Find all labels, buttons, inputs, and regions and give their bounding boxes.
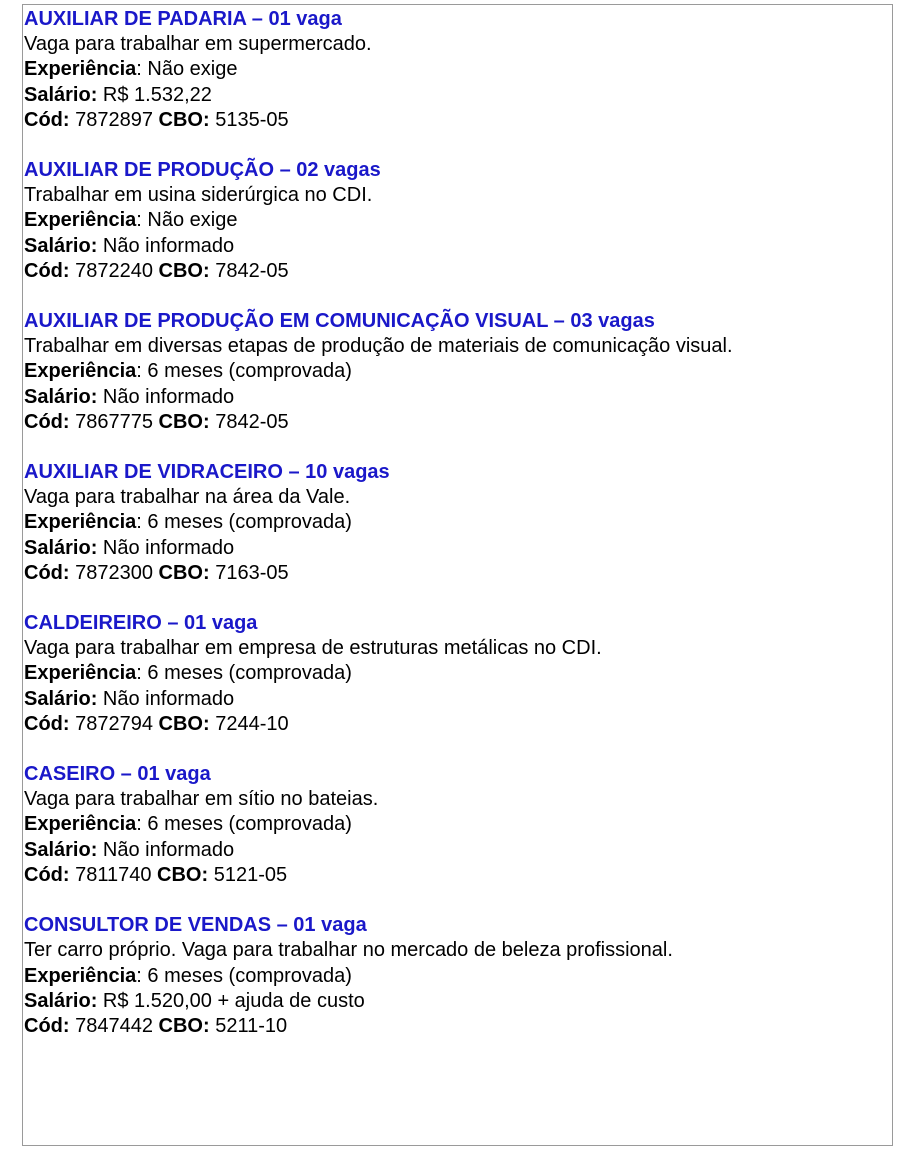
cbo-value: 5211-10 bbox=[209, 1014, 288, 1037]
cbo-label: CBO: bbox=[157, 863, 209, 886]
cbo-label: CBO: bbox=[158, 1014, 210, 1037]
code-label: Cód: bbox=[24, 561, 70, 584]
code-value: 7867775 bbox=[69, 410, 159, 433]
salary-value: R$ 1.532,22 bbox=[97, 83, 212, 106]
code-label: Cód: bbox=[24, 410, 70, 433]
job-title: AUXILIAR DE PRODUÇÃO EM COMUNICAÇÃO VISUAL – 03 vagas bbox=[24, 310, 655, 333]
job-salary bbox=[24, 234, 890, 259]
experience-label: Experiência bbox=[24, 813, 137, 836]
code-value: 7872300 bbox=[69, 561, 159, 584]
job-experience bbox=[24, 359, 890, 384]
experience-value: : 6 meses (comprovada) bbox=[136, 964, 352, 987]
job-listing bbox=[24, 762, 890, 888]
job-listing bbox=[24, 309, 890, 435]
job-title: AUXILIAR DE PADARIA – 01 vaga bbox=[24, 8, 342, 30]
salary-value: Não informado bbox=[97, 838, 235, 861]
experience-value: : Não exige bbox=[136, 58, 238, 81]
job-description: Ter carro próprio. Vaga para trabalhar no mercado de beleza profissional. bbox=[24, 939, 673, 962]
cbo-value: 7842-05 bbox=[209, 410, 289, 433]
cbo-value: 7244-10 bbox=[209, 712, 289, 735]
job-title: CALDEIREIRO – 01 vaga bbox=[24, 612, 258, 635]
job-salary bbox=[24, 385, 890, 410]
code-value: 7872240 bbox=[69, 259, 159, 282]
job-experience bbox=[24, 812, 890, 837]
job-experience bbox=[24, 661, 890, 686]
experience-label: Experiência bbox=[24, 662, 137, 685]
experience-value: : 6 meses (comprovada) bbox=[136, 813, 352, 836]
job-listing bbox=[24, 460, 890, 586]
job-description: Vaga para trabalhar em empresa de estruturas metálicas no CDI. bbox=[24, 637, 602, 660]
salary-value: Não informado bbox=[97, 385, 235, 408]
code-label: Cód: bbox=[24, 863, 70, 886]
code-value: 7847442 bbox=[69, 1014, 159, 1037]
job-experience bbox=[24, 510, 890, 535]
experience-value: : 6 meses (comprovada) bbox=[136, 511, 352, 534]
experience-label: Experiência bbox=[24, 209, 137, 232]
code-label: Cód: bbox=[24, 108, 70, 131]
job-description: Vaga para trabalhar em sítio no bateias. bbox=[24, 788, 379, 811]
salary-label: Salário: bbox=[24, 83, 98, 106]
job-salary bbox=[24, 838, 890, 863]
job-codes bbox=[24, 410, 890, 435]
job-description: Vaga para trabalhar na área da Vale. bbox=[24, 486, 351, 509]
salary-label: Salário: bbox=[24, 536, 98, 559]
salary-value: R$ 1.520,00 + ajuda de custo bbox=[97, 989, 365, 1012]
code-value: 7872794 bbox=[69, 712, 159, 735]
experience-value: : 6 meses (comprovada) bbox=[136, 662, 352, 685]
job-title: AUXILIAR DE PRODUÇÃO – 02 vagas bbox=[24, 159, 381, 182]
job-title: AUXILIAR DE VIDRACEIRO – 10 vagas bbox=[24, 461, 390, 484]
job-codes bbox=[24, 1014, 890, 1039]
job-salary bbox=[24, 83, 890, 108]
experience-label: Experiência bbox=[24, 360, 137, 383]
job-codes bbox=[24, 108, 890, 133]
job-salary bbox=[24, 536, 890, 561]
cbo-label: CBO: bbox=[158, 410, 210, 433]
cbo-value: 7163-05 bbox=[209, 561, 289, 584]
salary-value: Não informado bbox=[97, 687, 235, 710]
salary-label: Salário: bbox=[24, 989, 98, 1012]
job-experience bbox=[24, 208, 890, 233]
salary-label: Salário: bbox=[24, 687, 98, 710]
salary-value: Não informado bbox=[97, 234, 235, 257]
experience-value: : Não exige bbox=[136, 209, 238, 232]
salary-label: Salário: bbox=[24, 385, 98, 408]
job-description: Trabalhar em usina siderúrgica no CDI. bbox=[24, 184, 373, 207]
code-label: Cód: bbox=[24, 1014, 70, 1037]
cbo-value: 7842-05 bbox=[209, 259, 289, 282]
job-listing bbox=[24, 7, 890, 133]
job-experience bbox=[24, 57, 890, 82]
job-codes bbox=[24, 259, 890, 284]
job-title: CASEIRO – 01 vaga bbox=[24, 763, 211, 786]
code-label: Cód: bbox=[24, 712, 70, 735]
code-value: 7872897 bbox=[69, 108, 159, 131]
experience-label: Experiência bbox=[24, 511, 137, 534]
cbo-label: CBO: bbox=[158, 259, 210, 282]
job-description: Vaga para trabalhar em supermercado. bbox=[24, 33, 372, 56]
experience-label: Experiência bbox=[24, 964, 137, 987]
job-listing bbox=[24, 913, 890, 1039]
salary-label: Salário: bbox=[24, 234, 98, 257]
job-title: CONSULTOR DE VENDAS – 01 vaga bbox=[24, 914, 367, 937]
cbo-value: 5135-05 bbox=[209, 108, 289, 131]
salary-value: Não informado bbox=[97, 536, 235, 559]
salary-label: Salário: bbox=[24, 838, 98, 861]
code-label: Cód: bbox=[24, 259, 70, 282]
experience-value: : 6 meses (comprovada) bbox=[136, 360, 352, 383]
job-codes bbox=[24, 712, 890, 737]
job-experience bbox=[24, 964, 890, 989]
job-listings bbox=[24, 7, 890, 1064]
job-codes bbox=[24, 561, 890, 586]
cbo-label: CBO: bbox=[158, 108, 210, 131]
cbo-value: 5121-05 bbox=[208, 863, 288, 886]
job-codes bbox=[24, 863, 890, 888]
cbo-label: CBO: bbox=[158, 712, 210, 735]
code-value: 7811740 bbox=[69, 863, 158, 886]
cbo-label: CBO: bbox=[158, 561, 210, 584]
job-salary bbox=[24, 687, 890, 712]
job-description: Trabalhar em diversas etapas de produção de materiais de comunicação visual. bbox=[24, 335, 733, 358]
job-salary bbox=[24, 989, 890, 1014]
job-listing bbox=[24, 611, 890, 737]
job-listing bbox=[24, 158, 890, 284]
experience-label: Experiência bbox=[24, 58, 137, 81]
